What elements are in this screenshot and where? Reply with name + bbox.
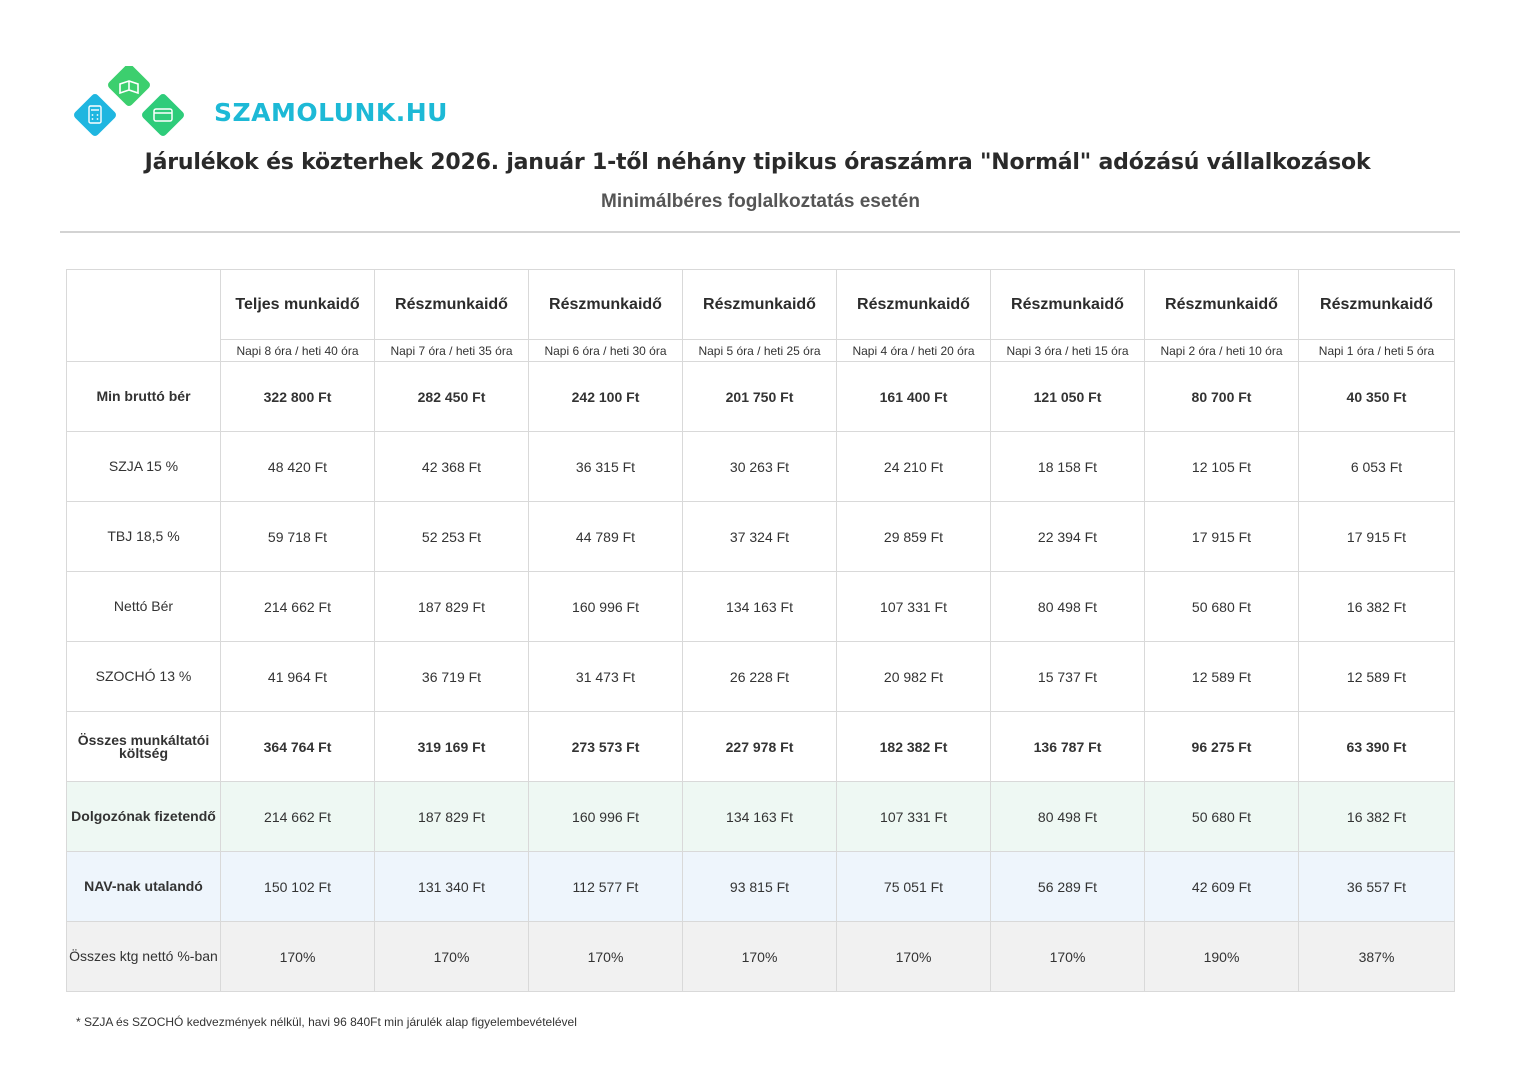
column-hours: Napi 1 óra / heti 5 óra	[1299, 340, 1455, 362]
table-cell: 150 102 Ft	[221, 852, 375, 922]
row-label: Min bruttó bér	[67, 362, 221, 432]
tax-contribution-table	[66, 269, 1455, 992]
column-hours: Napi 7 óra / heti 35 óra	[375, 340, 529, 362]
column-hours-row	[67, 340, 1455, 362]
table-cell: 15 737 Ft	[991, 642, 1145, 712]
column-hours: Napi 5 óra / heti 25 óra	[683, 340, 837, 362]
table-cell: 96 275 Ft	[1145, 712, 1299, 782]
table-cell: 112 577 Ft	[529, 852, 683, 922]
table-cell: 22 394 Ft	[991, 502, 1145, 572]
table-row	[67, 642, 1455, 712]
brand-name[interactable]: SZAMOLUNK.HU	[214, 98, 448, 127]
column-header: Részmunkaidő	[375, 270, 529, 340]
table-cell: 170%	[991, 922, 1145, 992]
table-cell: 364 764 Ft	[221, 712, 375, 782]
table-cell: 40 350 Ft	[1299, 362, 1455, 432]
table-cell: 41 964 Ft	[221, 642, 375, 712]
table-cell: 282 450 Ft	[375, 362, 529, 432]
table-cell: 20 982 Ft	[837, 642, 991, 712]
table-cell: 80 498 Ft	[991, 572, 1145, 642]
table-cell: 31 473 Ft	[529, 642, 683, 712]
table-cell: 170%	[837, 922, 991, 992]
page-title: Járulékok és közterhek 2026. január 1-től néhány tipikus óraszámra "Normál" adózású vállalkozások	[144, 150, 1371, 175]
table-cell: 273 573 Ft	[529, 712, 683, 782]
row-label: SZOCHÓ 13 %	[67, 642, 221, 712]
table-cell: 29 859 Ft	[837, 502, 991, 572]
column-header: Teljes munkaidő	[221, 270, 375, 340]
table-cell: 322 800 Ft	[221, 362, 375, 432]
table-cell: 12 589 Ft	[1145, 642, 1299, 712]
row-label: TBJ 18,5 %	[67, 502, 221, 572]
table-cell: 187 829 Ft	[375, 572, 529, 642]
column-hours: Napi 3 óra / heti 15 óra	[991, 340, 1145, 362]
table-cell: 37 324 Ft	[683, 502, 837, 572]
brand-logo	[74, 66, 186, 150]
table-row	[67, 922, 1455, 992]
column-header: Részmunkaidő	[683, 270, 837, 340]
table-cell: 187 829 Ft	[375, 782, 529, 852]
footnote: * SZJA és SZOCHÓ kedvezmények nélkül, havi 96 840Ft min járulék alap figyelembevételével	[76, 1015, 577, 1029]
table-cell: 17 915 Ft	[1145, 502, 1299, 572]
table-cell: 50 680 Ft	[1145, 572, 1299, 642]
table-cell: 16 382 Ft	[1299, 782, 1455, 852]
table-cell: 63 390 Ft	[1299, 712, 1455, 782]
page-subtitle: Minimálbéres foglalkoztatás esetén	[601, 191, 920, 212]
header-divider	[60, 231, 1460, 233]
table-cell: 16 382 Ft	[1299, 572, 1455, 642]
row-label: NAV-nak utalandó	[67, 852, 221, 922]
table-cell: 93 815 Ft	[683, 852, 837, 922]
table-cell: 160 996 Ft	[529, 782, 683, 852]
table-cell: 24 210 Ft	[837, 432, 991, 502]
table-cell: 59 718 Ft	[221, 502, 375, 572]
table-row	[67, 712, 1455, 782]
row-label: Összes munkáltatói költség	[67, 712, 221, 782]
row-label: Összes ktg nettó %-ban	[67, 922, 221, 992]
table-cell: 56 289 Ft	[991, 852, 1145, 922]
table-row	[67, 782, 1455, 852]
table-cell: 75 051 Ft	[837, 852, 991, 922]
row-label: Dolgozónak fizetendő	[67, 782, 221, 852]
table-cell: 44 789 Ft	[529, 502, 683, 572]
wallet-icon	[140, 92, 185, 137]
column-header: Részmunkaidő	[529, 270, 683, 340]
column-header: Részmunkaidő	[991, 270, 1145, 340]
table-cell: 42 368 Ft	[375, 432, 529, 502]
row-label: Nettó Bér	[67, 572, 221, 642]
table-cell: 170%	[529, 922, 683, 992]
table-cell: 201 750 Ft	[683, 362, 837, 432]
table-cell: 17 915 Ft	[1299, 502, 1455, 572]
table-row	[67, 502, 1455, 572]
column-hours: Napi 4 óra / heti 20 óra	[837, 340, 991, 362]
table-row	[67, 572, 1455, 642]
table-cell: 107 331 Ft	[837, 572, 991, 642]
column-hours: Napi 2 óra / heti 10 óra	[1145, 340, 1299, 362]
table-cell: 107 331 Ft	[837, 782, 991, 852]
table-row	[67, 852, 1455, 922]
table-cell: 36 719 Ft	[375, 642, 529, 712]
table-cell: 170%	[683, 922, 837, 992]
table-cell: 182 382 Ft	[837, 712, 991, 782]
table-cell: 134 163 Ft	[683, 572, 837, 642]
row-label: SZJA 15 %	[67, 432, 221, 502]
table-cell: 160 996 Ft	[529, 572, 683, 642]
table-cell: 161 400 Ft	[837, 362, 991, 432]
table-cell: 42 609 Ft	[1145, 852, 1299, 922]
column-header: Részmunkaidő	[837, 270, 991, 340]
table-cell: 30 263 Ft	[683, 432, 837, 502]
table-cell: 227 978 Ft	[683, 712, 837, 782]
table-cell: 242 100 Ft	[529, 362, 683, 432]
table-cell: 170%	[221, 922, 375, 992]
table-cell: 319 169 Ft	[375, 712, 529, 782]
column-hours: Napi 6 óra / heti 30 óra	[529, 340, 683, 362]
table-cell: 80 498 Ft	[991, 782, 1145, 852]
table-cell: 52 253 Ft	[375, 502, 529, 572]
table-cell: 190%	[1145, 922, 1299, 992]
table-cell: 136 787 Ft	[991, 712, 1145, 782]
column-header: Részmunkaidő	[1299, 270, 1455, 340]
table-cell: 121 050 Ft	[991, 362, 1145, 432]
table-cell: 6 053 Ft	[1299, 432, 1455, 502]
table-cell: 12 105 Ft	[1145, 432, 1299, 502]
table-cell: 18 158 Ft	[991, 432, 1145, 502]
table-cell: 36 315 Ft	[529, 432, 683, 502]
table-cell: 387%	[1299, 922, 1455, 992]
table-cell: 134 163 Ft	[683, 782, 837, 852]
table-cell: 36 557 Ft	[1299, 852, 1455, 922]
calculator-icon	[74, 92, 118, 137]
corner-cell	[67, 270, 221, 362]
table-row	[67, 362, 1455, 432]
column-header-row	[67, 270, 1455, 340]
table-cell: 131 340 Ft	[375, 852, 529, 922]
table-cell: 170%	[375, 922, 529, 992]
table-cell: 214 662 Ft	[221, 782, 375, 852]
column-hours: Napi 8 óra / heti 40 óra	[221, 340, 375, 362]
table-row	[67, 432, 1455, 502]
table-cell: 26 228 Ft	[683, 642, 837, 712]
table-cell: 48 420 Ft	[221, 432, 375, 502]
table-cell: 214 662 Ft	[221, 572, 375, 642]
book-icon	[106, 66, 151, 108]
column-header: Részmunkaidő	[1145, 270, 1299, 340]
table-cell: 80 700 Ft	[1145, 362, 1299, 432]
table-cell: 50 680 Ft	[1145, 782, 1299, 852]
table-cell: 12 589 Ft	[1299, 642, 1455, 712]
